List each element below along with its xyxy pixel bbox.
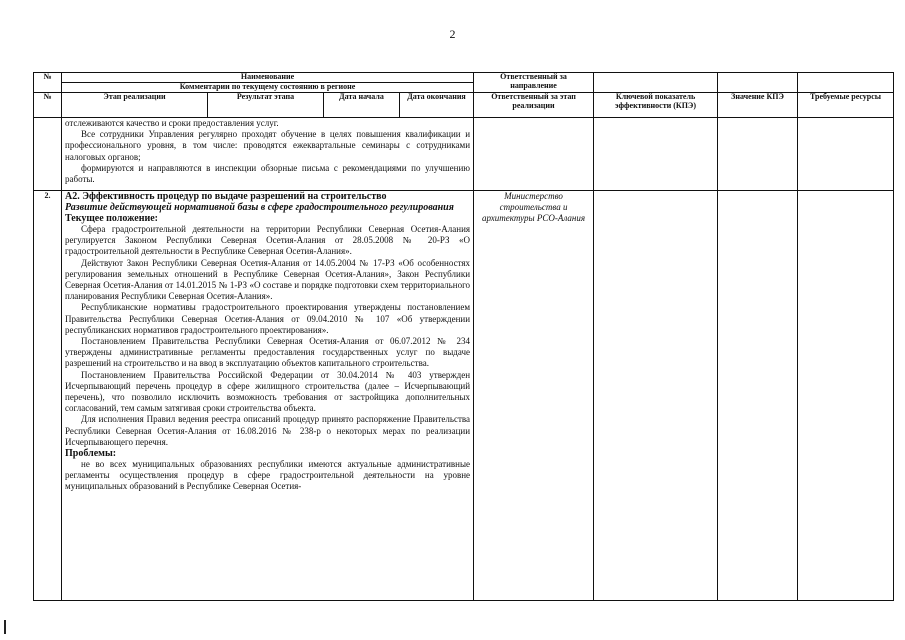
- paragraph: Постановлением Правительства Республики Северная Осетия-Алания от 06.07.2012 № 234 утверждены административные регламенты предоставления государственных услуг по выдаче разрешений на строительство и на ввод в эксплуатацию объектов капитального строительства.: [65, 336, 471, 369]
- continuation-num: [34, 118, 62, 191]
- header-result: Результат этапа: [208, 93, 324, 118]
- continuation-line: формируются и направляются в инспекции обзорные письма с рекомендациями по улучшению работы.: [65, 162, 471, 185]
- problem-item: не во всех муниципальных образованиях республики имеются актуальные административные регламенты осуществления процедур в сфере градостроительной деятельности на уровне муниципальных образований в Республике Северная Осетия-: [65, 459, 471, 492]
- header-comments: Комментарии по текущему состоянию в регионе: [62, 83, 474, 93]
- section-number: 2.: [34, 191, 62, 601]
- paragraph: Для исполнения Правил ведения реестра описаний процедур принято распоряжение Правительства Республики Северная Осетия-Алания от 16.08.2016 № 238-р о некоторых мерах по реализации Исчерпывающего перечня.: [65, 414, 471, 447]
- paragraph: Сфера градостроительной деятельности на территории Республики Северная Осетия-Алания регулируется Законом Республики Северная Осетия-Алания от 28.05.2008 № 20-РЗ «О градостроительной деятельности в Республике Северная Осетия-Алания».: [65, 224, 471, 257]
- section-subtitle: Развитие действующей нормативной базы в сфере градостроительного регулирования: [65, 202, 454, 213]
- header-responsible-stage: Ответственный за этап реализации: [474, 93, 594, 118]
- header-empty-3: [798, 73, 894, 93]
- paragraph: Действуют Закон Республики Северная Осетия-Алания от 14.05.2004 № 17-РЗ «Об особенностях регулирования земельных отношений в Республике Северная Осетия-Алания», Закон Республики Северная Осетия-Алания от 14.01.2015 № 1-РЗ «О составе и порядке подготовки схем территориального планирования Республики Северная Осетия-Алания».: [65, 257, 471, 302]
- current-state-label: Текущее положение:: [65, 213, 159, 224]
- plan-table: [33, 72, 894, 601]
- paragraph: Постановлением Правительства Российской Федерации от 30.04.2014 № 403 утвержден Исчерпывающий перечень процедур в сфере жилищного строительства (далее – Исчерпывающий перечень), что позволило исключить возможность требования от застройщика дополнительных согласований, тем самым затягивая сроки строительства объекта.: [65, 369, 471, 414]
- header-row-1: [34, 73, 894, 83]
- header-kpi-value: Значение КПЭ: [718, 93, 798, 118]
- header-responsible-direction: Ответственный за направление: [474, 73, 594, 93]
- header-resources: Требуемые ресурсы: [798, 93, 894, 118]
- header-start-date: Дата начала: [324, 93, 400, 118]
- scan-mark: [4, 620, 6, 634]
- header-end-date: Дата окончания: [400, 93, 474, 118]
- paragraph: Республиканские нормативы градостроительного проектирования утверждены постановлением Правительства Республики Северная Осетия-Алания от 09.04.2010 № 107 «Об утверждении республиканских нормативов градостроительного проектирования».: [65, 302, 471, 335]
- header-stage: Этап реализации: [62, 93, 208, 118]
- continuation-row: [34, 118, 894, 191]
- section-2-text: [62, 191, 474, 601]
- problems-label: Проблемы:: [65, 448, 117, 460]
- section-title: А2. Эффективность процедур по выдаче разрешений на строительство: [65, 191, 387, 202]
- continuation-line: Все сотрудники Управления регулярно проходят обучение в целях повышения квалификации и профессионального уровня, в том числе: проводятся ежеквартальные семинары с сотрудниками налоговых органов;: [65, 129, 471, 162]
- header-kpi: Ключевой показатель эффективности (КПЭ): [594, 93, 718, 118]
- header-num: №: [34, 73, 62, 93]
- responsible-ministry: Министерство строительства и архитектуры РСО-Алания: [474, 191, 594, 601]
- header-empty-2: [718, 73, 798, 93]
- header2-num: №: [34, 93, 62, 118]
- header-name: Наименование: [62, 73, 474, 83]
- header-row-2: [34, 93, 894, 118]
- page-number: 2: [449, 27, 456, 41]
- section-2-row: [34, 191, 894, 601]
- header-empty-1: [594, 73, 718, 93]
- continuation-text: [62, 118, 474, 191]
- continuation-line: отслеживаются качество и сроки предоставления услуг.: [65, 118, 279, 128]
